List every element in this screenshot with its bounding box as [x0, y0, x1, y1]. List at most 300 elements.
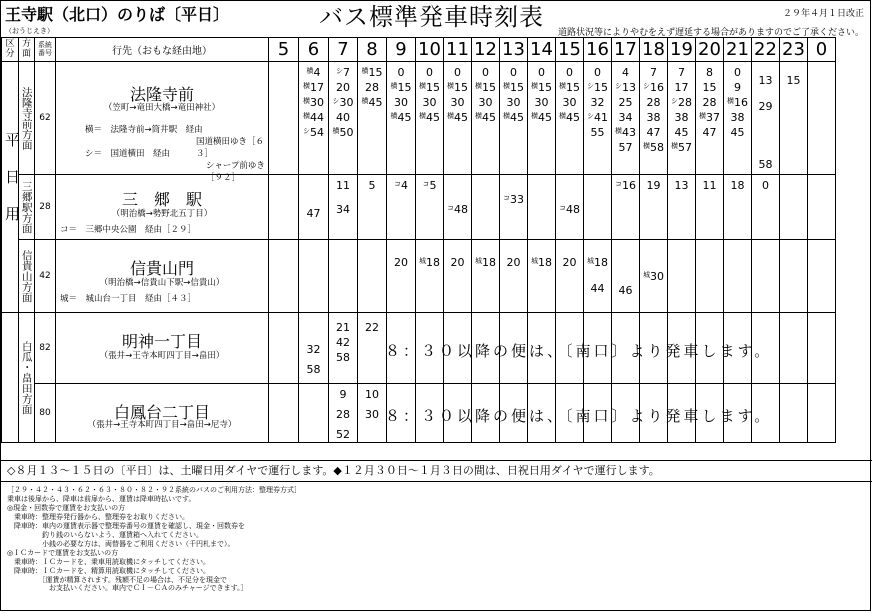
- departure-time: [528, 111, 555, 124]
- departure-time: [416, 179, 443, 192]
- fine-print-line: ［運賃が精算されます。残額不足の場合は、不足分を現金で: [7, 575, 227, 584]
- hour-cell: [500, 62, 528, 175]
- hour-cell: [500, 175, 528, 240]
- minute-value: 45: [566, 111, 580, 124]
- hour-cell-box: [612, 62, 639, 174]
- destination-box: [56, 384, 268, 442]
- departure-time: [612, 81, 639, 94]
- hour-cell: [724, 175, 752, 240]
- minute-value: 15: [538, 81, 552, 94]
- hour-cell-box: [724, 62, 751, 174]
- hour-cell: [329, 62, 358, 175]
- hour-cell-box: [556, 62, 583, 174]
- departure-time: [299, 343, 328, 356]
- hour-cell: [808, 313, 836, 384]
- hour-5: 5: [269, 38, 299, 62]
- variant-marker: 横: [361, 97, 369, 105]
- minute-value: 18: [538, 256, 552, 269]
- hour-19: 19: [668, 38, 696, 62]
- minute-value: 15: [397, 81, 412, 94]
- departure-time: [500, 96, 527, 109]
- hour-cell-box: [780, 384, 807, 442]
- departure-time: [724, 111, 751, 124]
- route-variant-note: 城＝ 城山台一丁目 経由［４３］: [60, 294, 197, 304]
- hour-cell: [299, 384, 329, 443]
- departure-time: [528, 66, 555, 79]
- minute-value: 28: [646, 96, 661, 109]
- houmen-label: 信貴山方面: [20, 249, 33, 303]
- destination-via: （明治橋→勢野北五丁目）: [111, 209, 213, 219]
- departure-time: [329, 428, 357, 441]
- variant-marker: 城: [587, 257, 594, 265]
- departure-time: [640, 66, 667, 79]
- departure-time: [358, 388, 386, 401]
- hour-cell: [528, 240, 556, 313]
- minute-value: 20: [562, 256, 577, 269]
- hour-cell: [528, 175, 556, 240]
- minute-value: 5: [429, 179, 437, 192]
- destination-box: [56, 62, 268, 183]
- departure-time: [500, 193, 527, 206]
- hour-cell-box: [269, 313, 298, 383]
- hour-cell: [612, 175, 640, 240]
- minute-value: 16: [734, 96, 748, 109]
- kubun-cell: [2, 62, 19, 313]
- transfer-notice-myojin: ８：３０以降の便は、〔南口〕より発車します。: [385, 342, 773, 360]
- departure-time: [444, 96, 471, 109]
- hour-cell: [556, 62, 584, 175]
- minute-value: 57: [618, 141, 633, 154]
- hour-cell: [808, 175, 836, 240]
- minute-value: 11: [336, 179, 350, 192]
- minute-value: 28: [678, 96, 692, 109]
- minute-value: 25: [618, 96, 633, 109]
- hour-cell-box: [780, 313, 807, 383]
- hour-cell-box: [269, 240, 298, 312]
- hour-cell: [780, 175, 808, 240]
- hour-13: 13: [500, 38, 528, 62]
- minute-value: 33: [510, 193, 524, 206]
- hour-cell-box: [299, 175, 328, 239]
- departure-time: [528, 96, 555, 109]
- departure-time: [612, 141, 639, 154]
- variant-marker: 横: [699, 112, 706, 120]
- minute-value: 45: [397, 111, 412, 124]
- departure-time: [528, 256, 555, 269]
- departure-time: [612, 66, 639, 79]
- variant-marker: コ: [422, 180, 430, 188]
- hour-cell: [329, 175, 358, 240]
- minute-value: 20: [506, 256, 521, 269]
- hour-cell: [269, 62, 299, 175]
- timetable-grid: [1, 37, 836, 443]
- departure-time: [780, 74, 807, 87]
- minute-value: 20: [450, 256, 465, 269]
- minute-value: 4: [313, 66, 321, 79]
- hour-cell: [640, 240, 668, 313]
- minute-value: 15: [426, 81, 440, 94]
- minute-value: 45: [368, 96, 383, 109]
- minute-value: 30: [478, 96, 493, 109]
- variant-marker: コ: [559, 204, 566, 212]
- page-title: バス標準発車時刻表: [319, 3, 544, 31]
- minute-value: 34: [336, 203, 350, 216]
- departure-time: [387, 179, 415, 192]
- minute-value: 47: [702, 126, 717, 139]
- hour-cell-box: [416, 175, 443, 239]
- departure-time: [696, 111, 723, 124]
- destination-box: [56, 313, 268, 383]
- departure-time: [612, 96, 639, 109]
- departure-time: [500, 111, 527, 124]
- departure-time: [472, 111, 499, 124]
- departure-time: [752, 158, 779, 171]
- destination-cell: [56, 384, 269, 443]
- departure-time: [329, 203, 357, 216]
- hour-cell: [472, 62, 500, 175]
- variant-marker: コ: [503, 194, 510, 202]
- houmen-header: 方面: [19, 38, 35, 62]
- fine-print-line: ［２９・４２・４３・６２・６３・８０・８２・９２系統のバスのご利用方法：整理券方式］: [7, 486, 301, 494]
- minute-value: 7: [343, 66, 350, 79]
- holiday-notice: ◇８月１３～１５日の〔平日〕は、土曜日用ダイヤで運行します。◆１２月３０日～１月３日の間は、日祝日用ダイヤで運行します。: [7, 464, 660, 477]
- departure-time: [612, 111, 639, 124]
- minute-value: 7: [650, 66, 657, 79]
- hour-cell-box: [780, 175, 807, 239]
- minute-value: 10: [365, 388, 379, 401]
- hour-cell-box: [500, 240, 527, 312]
- departure-time: [299, 96, 328, 109]
- houmen-label: 法隆寺前方面: [20, 86, 33, 150]
- minute-value: 16: [622, 179, 636, 192]
- houmen-label: 三郷駅方面: [20, 180, 33, 234]
- departure-time: [416, 256, 443, 269]
- minute-value: 47: [306, 207, 321, 220]
- hour-15: 15: [556, 38, 584, 62]
- departure-time: [752, 179, 779, 192]
- hour-cell-box: [668, 240, 695, 312]
- minute-value: 48: [454, 203, 468, 216]
- minute-value: 0: [397, 66, 405, 79]
- minute-value: 30: [506, 96, 521, 109]
- departure-time: [612, 179, 639, 192]
- hour-cell: [387, 62, 416, 175]
- minute-value: 45: [482, 111, 496, 124]
- hour-cell-box: [500, 175, 527, 239]
- hour-cell-box: [696, 175, 723, 239]
- minute-value: 50: [339, 126, 354, 139]
- departure-time: [299, 126, 328, 139]
- departure-time: [299, 363, 328, 376]
- minute-value: 45: [454, 111, 468, 124]
- variant-marker: 城: [419, 257, 426, 265]
- destination-name: 三 郷 駅: [121, 190, 202, 209]
- departure-time: [640, 81, 667, 94]
- departure-time: [584, 111, 611, 124]
- hour-cell: [444, 240, 472, 313]
- minute-value: 17: [310, 81, 324, 94]
- departure-time: [584, 81, 611, 94]
- minute-value: 58: [306, 363, 321, 376]
- hour-cell: [556, 175, 584, 240]
- departure-time: [472, 96, 499, 109]
- variant-marker: 横: [531, 82, 538, 90]
- hour-cell: [556, 240, 584, 313]
- minute-value: 37: [706, 111, 720, 124]
- departure-time: [500, 81, 527, 94]
- departure-time: [472, 256, 499, 269]
- minute-value: 0: [510, 66, 517, 79]
- departure-time: [444, 256, 471, 269]
- fine-print-line: ◎ＩＣカードで運賃をお支払いの方: [7, 548, 119, 557]
- hour-9: 9: [387, 38, 416, 62]
- minute-value: 58: [336, 351, 350, 364]
- hour-cell-box: [528, 62, 555, 174]
- departure-time: [584, 126, 611, 139]
- minute-value: 46: [618, 284, 633, 297]
- departure-time: [640, 126, 667, 139]
- hour-cell-box: [329, 313, 357, 383]
- variant-marker: 横: [332, 127, 340, 135]
- hour-cell: [668, 62, 696, 175]
- hour-cell: [668, 175, 696, 240]
- hour-cell: [269, 384, 299, 443]
- hour-cell: [752, 240, 780, 313]
- departure-time: [444, 66, 471, 79]
- hour-cell-box: [668, 62, 695, 174]
- hour-cell-box: [528, 240, 555, 312]
- destination-via: （明治橋→信貴山下駅→信貴山）: [99, 278, 225, 288]
- hour-cell-box: [640, 175, 667, 239]
- fine-print-line: 降車時：ＩＣカードを、精算用読取機にタッチしてください。: [7, 566, 210, 575]
- variant-marker: 横: [503, 112, 510, 120]
- destination-name: 法隆寺前: [129, 85, 194, 104]
- departure-time: [556, 203, 583, 216]
- houmen-cell: [19, 313, 35, 443]
- variant-marker: 横: [643, 142, 650, 150]
- departure-time: [584, 96, 611, 109]
- hour-cell-box: [358, 62, 386, 174]
- hour-cell: [528, 62, 556, 175]
- variant-marker: シ: [303, 127, 310, 135]
- hour-cell-box: [724, 240, 751, 312]
- hour-cell: [752, 175, 780, 240]
- hour-header-row: [2, 38, 836, 62]
- departure-time: [299, 66, 328, 79]
- variant-marker: 横: [303, 112, 310, 120]
- minute-value: 15: [786, 74, 801, 87]
- minute-value: 20: [394, 256, 408, 269]
- transfer-notice-hakuhodai: ８：３０以降の便は、〔南口〕より発車します。: [385, 407, 773, 425]
- hour-cell: [299, 175, 329, 240]
- hour-cell: [724, 62, 752, 175]
- minute-value: 21: [336, 321, 350, 334]
- departure-time: [668, 81, 695, 94]
- route-variant-note: 国道横田ゆき［６３］: [196, 137, 265, 159]
- minute-value: 45: [426, 111, 440, 124]
- fine-print-line: ◎現金・回数券で運賃をお支払いの方: [7, 503, 126, 512]
- hour-cell-box: [780, 62, 807, 174]
- minute-value: 38: [674, 111, 689, 124]
- hour-cell: [329, 384, 358, 443]
- variant-marker: シ: [587, 112, 594, 120]
- minute-value: 15: [454, 81, 468, 94]
- minute-value: 30: [365, 408, 379, 421]
- route-number: 28: [35, 175, 56, 240]
- minute-value: 45: [730, 126, 745, 139]
- minute-value: 45: [510, 111, 524, 124]
- hour-cell-box: [444, 62, 471, 174]
- houmen-cell: [19, 175, 35, 240]
- departure-time: [329, 408, 357, 421]
- variant-marker: 横: [727, 97, 734, 105]
- hour-10: 10: [416, 38, 444, 62]
- fine-print-line: 釣り銭のいらないよう、運賃箱へ入れてください。: [7, 530, 203, 539]
- fine-print-divider: [1, 481, 872, 482]
- departure-time: [528, 81, 555, 94]
- hour-cell: [358, 62, 387, 175]
- hour-cell: [416, 240, 444, 313]
- hour-cell-box: [640, 62, 667, 174]
- hour-cell: [752, 62, 780, 175]
- departure-time: [472, 81, 499, 94]
- variant-marker: 横: [475, 112, 482, 120]
- hour-cell-box: [528, 175, 555, 239]
- hour-21: 21: [724, 38, 752, 62]
- variant-marker: 横: [615, 127, 622, 135]
- departure-time: [329, 96, 357, 109]
- departure-time: [329, 321, 357, 334]
- hour-cell: [387, 240, 416, 313]
- hour-cell: [584, 62, 612, 175]
- minute-value: 40: [336, 111, 350, 124]
- minute-value: 48: [566, 203, 580, 216]
- departure-time: [556, 81, 583, 94]
- minute-value: 44: [590, 282, 605, 295]
- variant-marker: コ: [615, 180, 622, 188]
- hour-12: 12: [472, 38, 500, 62]
- departure-time: [358, 96, 386, 109]
- minute-value: 18: [482, 256, 496, 269]
- minute-value: 54: [310, 126, 324, 139]
- departure-time: [640, 270, 667, 283]
- minute-value: 15: [702, 81, 717, 94]
- hour-cell-box: [472, 240, 499, 312]
- departure-time: [329, 126, 357, 139]
- departure-time: [387, 111, 415, 124]
- departure-time: [387, 81, 415, 94]
- hour-cell-box: [329, 240, 357, 312]
- hour-22: 22: [752, 38, 780, 62]
- hour-cell-box: [472, 62, 499, 174]
- hour-cell: [500, 240, 528, 313]
- hour-cell: [472, 240, 500, 313]
- hour-cell-box: [299, 384, 328, 442]
- fine-print-line: 降車時：車内の運賃表示器で整理券番号の運賃を確認し、現金・回数券を: [7, 521, 245, 530]
- hour-cell: [329, 240, 358, 313]
- hour-cell-box: [752, 240, 779, 312]
- departure-time: [329, 81, 357, 94]
- departure-time: [584, 282, 611, 295]
- hour-cell-box: [358, 175, 386, 239]
- departure-time: [696, 96, 723, 109]
- stop-reading: （おうじえき）: [5, 27, 54, 35]
- hour-cell-box: [269, 62, 298, 174]
- minute-value: 29: [758, 100, 773, 113]
- hour-cell-box: [780, 240, 807, 312]
- hour-cell: [696, 62, 724, 175]
- hour-cell: [640, 175, 668, 240]
- hour-cell: [724, 240, 752, 313]
- route-variant-note: シ＝ 国道横田 経由: [85, 149, 171, 159]
- variant-marker: 城: [643, 271, 650, 279]
- route-variant-note: シャープ前ゆき［９２］: [206, 161, 265, 183]
- departure-time: [444, 81, 471, 94]
- minute-value: 45: [538, 111, 552, 124]
- hour-cell: [640, 62, 668, 175]
- hour-cell-box: [752, 175, 779, 239]
- hour-cell-box: [500, 62, 527, 174]
- hour-cell-box: [444, 175, 471, 239]
- variant-marker: 横: [531, 112, 538, 120]
- departure-time: [556, 66, 583, 79]
- departure-time: [668, 141, 695, 154]
- destination-cell: [56, 240, 269, 313]
- departure-time: [358, 81, 386, 94]
- variant-marker: 横: [559, 82, 566, 90]
- departure-time: [358, 179, 386, 192]
- departure-time: [668, 111, 695, 124]
- minute-value: 9: [339, 388, 347, 401]
- destination-box: [56, 240, 268, 312]
- departure-time: [500, 66, 527, 79]
- minute-value: 28: [336, 408, 350, 421]
- minute-value: 34: [618, 111, 633, 124]
- variant-marker: シ: [332, 97, 340, 105]
- route-number: 82: [35, 313, 56, 384]
- minute-value: 22: [365, 321, 379, 334]
- departure-time: [329, 66, 357, 79]
- variant-marker: 横: [361, 67, 369, 75]
- fare-instructions: [7, 486, 301, 593]
- destination-header: 行先（おもな経由地）: [56, 38, 269, 62]
- departure-time: [668, 126, 695, 139]
- minute-value: 7: [678, 66, 685, 79]
- hour-cell: [612, 62, 640, 175]
- variant-marker: シ: [587, 82, 594, 90]
- minute-value: 38: [646, 111, 661, 124]
- hour-23: 23: [780, 38, 808, 62]
- hour-cell-box: [808, 313, 835, 383]
- variant-marker: 城: [475, 257, 482, 265]
- departure-time: [387, 96, 415, 109]
- departure-time: [696, 66, 723, 79]
- departure-time: [668, 66, 695, 79]
- variant-marker: 横: [447, 112, 454, 120]
- hour-cell-box: [612, 240, 639, 312]
- minute-value: 0: [482, 66, 489, 79]
- route-row-shigisan: [2, 240, 836, 313]
- minute-value: 18: [730, 179, 745, 192]
- hour-cell: [444, 175, 472, 240]
- hour-cell-box: [556, 175, 583, 239]
- minute-value: 57: [678, 141, 692, 154]
- hour-cell: [299, 313, 329, 384]
- hour-cell-box: [584, 240, 611, 312]
- hour-cell-box: [269, 384, 298, 442]
- hour-cell: [444, 62, 472, 175]
- minute-value: 30: [650, 270, 664, 283]
